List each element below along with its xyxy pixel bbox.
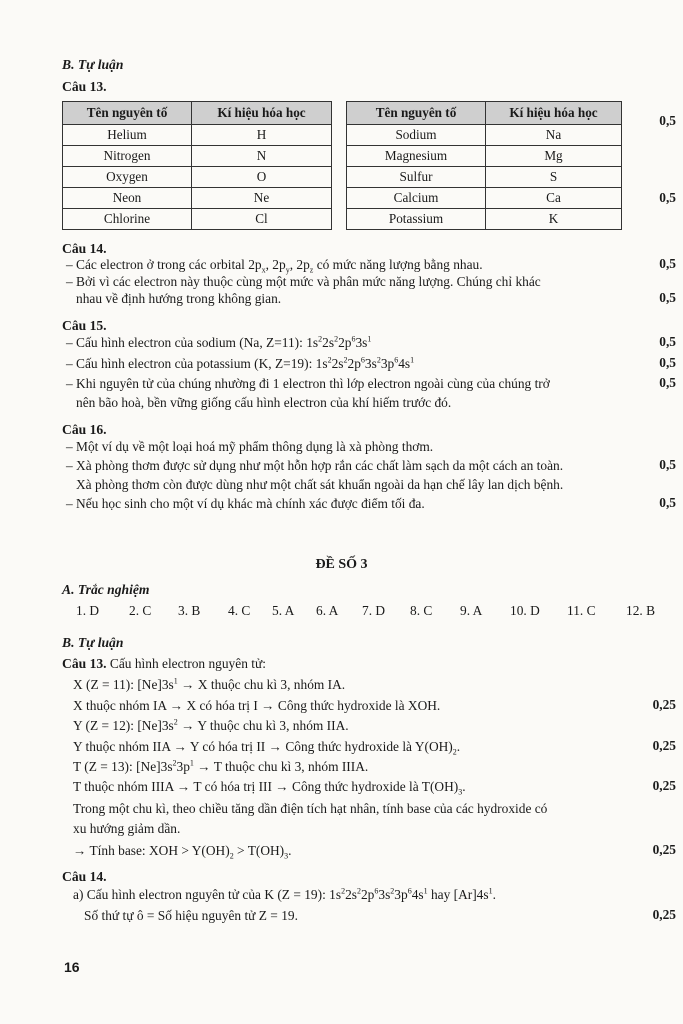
score: 0,5: [659, 113, 676, 128]
element-name: Potassium: [347, 209, 486, 230]
element-name: Neon: [63, 188, 192, 209]
answer-line: – Nếu học sinh cho một ví dụ khác mà chính xác được điểm tối đa.: [66, 496, 425, 511]
element-name: Chlorine: [63, 209, 192, 230]
mc-answer: 10. D: [510, 603, 540, 618]
question-label: Câu 13.: [62, 79, 107, 94]
question-label: Câu 14.: [62, 241, 107, 256]
mc-answer: 1. D: [76, 603, 100, 618]
score: 0,5: [659, 290, 676, 305]
table-header: Kí hiệu hóa học: [486, 102, 622, 125]
mc-answer: 5. A: [272, 603, 295, 618]
question-intro: Câu 13. Cấu hình electron nguyên tử:: [62, 656, 266, 671]
element-name: Calcium: [347, 188, 486, 209]
page-number: 16: [64, 959, 80, 975]
element-name: Magnesium: [347, 146, 486, 167]
element-symbol: S: [486, 167, 622, 188]
section-heading: B. Tự luận: [62, 635, 124, 650]
answer-line: – Cấu hình electron của sodium (Na, Z=11): $1s^22s^22p^63s^1$: [66, 334, 372, 350]
score: 0,5: [659, 375, 676, 390]
score: 0,5: [659, 495, 676, 510]
answer-line: nên bão hoà, bền vững giống cấu hình electron của khí hiếm trước đó.: [76, 395, 452, 410]
mc-answer: 7. D: [362, 603, 386, 618]
table-row: [347, 188, 622, 209]
element-symbol: Ne: [192, 188, 332, 209]
element-name: Sodium: [347, 125, 486, 146]
element-symbol: Ca: [486, 188, 622, 209]
answer-line: a) Cấu hình electron nguyên tử của K (Z = 19): $1s^22s^22p^63s^23p^64s^1$ hay $[Ar]4s^1$.: [73, 886, 496, 902]
answer-line: Y thuộc nhóm IIA → Y có hóa trị II → Công thức hydroxide là $Y(OH)_2$.: [73, 739, 461, 757]
mc-answer: 11. C: [567, 603, 596, 618]
answer-line: X thuộc nhóm IA → X có hóa trị I → Công thức hydroxide là XOH.: [73, 698, 441, 713]
mc-answer: 2. C: [129, 603, 152, 618]
mc-answer: 8. C: [410, 603, 433, 618]
mc-answer: 3. B: [178, 603, 201, 618]
section-heading: B. Tự luận: [62, 57, 124, 72]
element-symbol: Mg: [486, 146, 622, 167]
table-row: [347, 167, 622, 188]
element-table-right: [346, 101, 622, 230]
table-header: Tên nguyên tố: [63, 102, 192, 125]
answer-line: – Khi nguyên tử của chúng nhường đi 1 electron thì lớp electron ngoài cùng của chúng trở: [66, 376, 550, 391]
table-row: [63, 188, 332, 209]
element-name: Sulfur: [347, 167, 486, 188]
answer-line: X (Z = 11): $[Ne]3s^1 \to X$ thuộc chu kì 3, nhóm IA.: [73, 676, 346, 692]
answer-line: T thuộc nhóm IIIA → T có hóa trị III → Công thức hydroxide là $T(OH)_3$.: [73, 779, 466, 797]
score: 0,5: [659, 256, 676, 271]
table-header: Tên nguyên tố: [347, 102, 486, 125]
answer-line: → Tính base: XOH > $Y(OH)_2 > T(OH)_3$.: [73, 843, 292, 861]
table-row: [63, 209, 332, 230]
table-row: [347, 209, 622, 230]
question-label: Câu 16.: [62, 422, 107, 437]
element-name: Oxygen: [63, 167, 192, 188]
table-header: Kí hiệu hóa học: [192, 102, 332, 125]
mc-answer: 6. A: [316, 603, 339, 618]
answer-line: Số thứ tự ô = Số hiệu nguyên tử Z = 19.: [84, 908, 298, 923]
element-symbol: Na: [486, 125, 622, 146]
score: 0,5: [659, 457, 676, 472]
answer-line: – Một ví dụ về một loại hoá mỹ phẩm thông dụng là xà phòng thơm.: [66, 439, 434, 454]
question-label: Câu 15.: [62, 318, 107, 333]
element-symbol: K: [486, 209, 622, 230]
element-name: Nitrogen: [63, 146, 192, 167]
answer-line: – Bởi vì các electron này thuộc cùng một mức và phân mức năng lượng. Chúng chỉ khác: [66, 274, 541, 289]
score: 0,25: [652, 738, 676, 753]
element-symbol: H: [192, 125, 332, 146]
element-symbol: N: [192, 146, 332, 167]
mc-answer: 4. C: [228, 603, 251, 618]
table-row: [63, 167, 332, 188]
score: 0,25: [652, 842, 676, 857]
element-symbol: O: [192, 167, 332, 188]
answer-line: xu hướng giảm dần.: [73, 821, 181, 836]
answer-line: Y (Z = 12): $[Ne]3s^2 \to Y$ thuộc chu kì 3, nhóm IIA.: [73, 717, 349, 733]
answer-line: – Xà phòng thơm được sử dụng như một hỗn hợp rắn các chất làm sạch da một cách an toàn.: [66, 458, 564, 473]
mc-answer: 12. B: [626, 603, 656, 618]
answer-line: Trong một chu kì, theo chiều tăng dần điện tích hạt nhân, tính base của các hydroxide có: [73, 801, 548, 816]
score: 0,5: [659, 355, 676, 370]
score: 0,5: [659, 190, 676, 205]
score: 0,25: [652, 697, 676, 712]
question-label: Câu 14.: [62, 869, 107, 884]
section-heading: A. Trắc nghiệm: [62, 582, 150, 597]
score: 0,25: [652, 778, 676, 793]
table-row: [347, 125, 622, 146]
table-row: [347, 146, 622, 167]
element-name: Helium: [63, 125, 192, 146]
element-symbol: Cl: [192, 209, 332, 230]
score: 0,25: [652, 907, 676, 922]
table-row: [63, 125, 332, 146]
answer-line: – Các electron ở trong các orbital $2p_x$, $2p_y$, $2p_z$ có mức năng lượng bằng nhau.: [66, 257, 483, 275]
answer-line: T (Z = 13): $[Ne]3s^23p^1 \to T$ thuộc chu kì 3, nhóm IIIA.: [73, 758, 369, 774]
exam-title: ĐỀ SỐ 3: [315, 557, 368, 572]
element-table-left: [62, 101, 332, 230]
score: 0,5: [659, 334, 676, 349]
answer-line: – Cấu hình electron của potassium (K, Z=19): $1s^22s^22p^63s^23p^64s^1$: [66, 355, 415, 371]
mc-answer: 9. A: [460, 603, 483, 618]
answer-line: Xà phòng thơm còn được dùng như một chất sát khuẩn ngoài da hạn chế lây lan dịch bệnh.: [76, 477, 564, 492]
table-row: [63, 146, 332, 167]
answer-line: nhau về định hướng trong không gian.: [76, 291, 282, 306]
